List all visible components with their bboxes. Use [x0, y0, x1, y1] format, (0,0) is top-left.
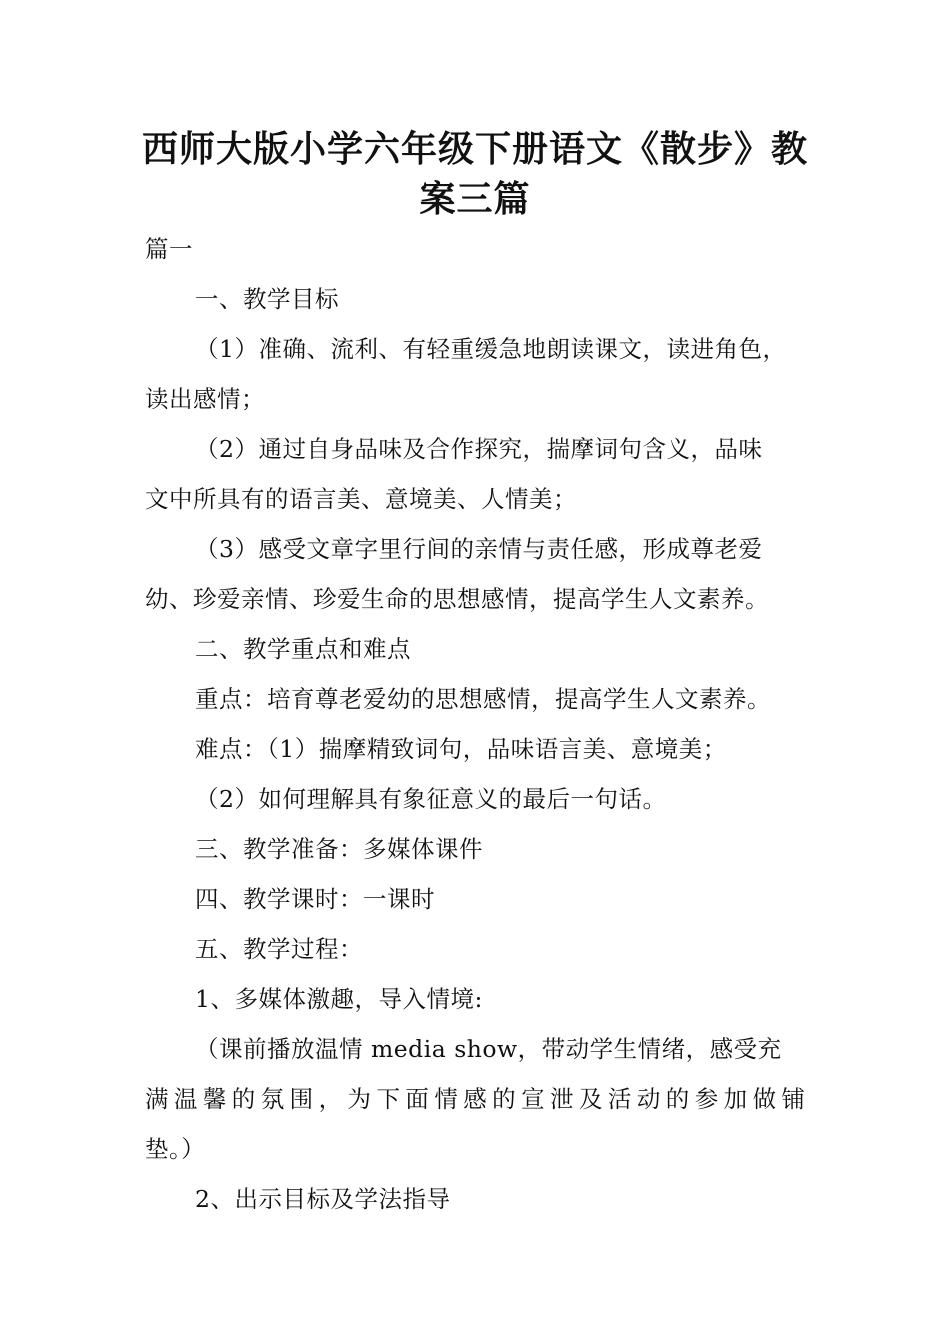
heading-key-points: 二、教学重点和难点	[195, 635, 411, 663]
step-1-heading: 1、多媒体激趣，导入情境:	[195, 985, 483, 1013]
document-title-line-2: 案三篇	[419, 179, 531, 220]
heading-teaching-process: 五、教学过程：	[195, 935, 363, 963]
goal-2-line-1: （2）通过自身品味及合作探究，揣摩词句含义，品味	[195, 435, 763, 463]
goal-1-line-2: 读出感情；	[145, 385, 265, 413]
heading-class-hours: 四、教学课时：一课时	[195, 885, 435, 913]
difficulty-2-text: （2）如何理解具有象征意义的最后一句话。	[195, 785, 667, 813]
goal-2-line-2: 文中所具有的语言美、意境美、人情美；	[145, 485, 577, 513]
heading-teaching-goals: 一、教学目标	[195, 285, 339, 313]
step-2-heading: 2、出示目标及学法指导	[195, 1185, 451, 1213]
section-heading-pian-yi: 篇一	[145, 235, 193, 263]
step-1-note-line-1: （课前播放温情 media show，带动学生情绪，感受充	[195, 1035, 782, 1063]
document-title-line-1: 西师大版小学六年级下册语文《散步》教	[141, 129, 808, 170]
heading-preparation: 三、教学准备：多媒体课件	[195, 835, 483, 863]
goal-3-line-2: 幼、珍爱亲情、珍爱生命的思想感情，提高学生人文素养。	[145, 585, 769, 613]
step-1-note-line-2: 满温馨的氛围，为下面情感的宣泄及活动的参加做铺	[145, 1085, 805, 1113]
key-point-text: 重点：培育尊老爱幼的思想感情，提高学生人文素养。	[195, 685, 771, 713]
difficulty-1-text: 难点：（1）揣摩精致词句，品味语言美、意境美；	[195, 735, 727, 763]
goal-1-line-1: （1）准确、流利、有轻重缓急地朗读课文，读进角色，	[195, 335, 787, 363]
goal-3-line-1: （3）感受文章字里行间的亲情与责任感，形成尊老爱	[195, 535, 763, 563]
step-1-note-line-3: 垫。）	[145, 1135, 206, 1163]
